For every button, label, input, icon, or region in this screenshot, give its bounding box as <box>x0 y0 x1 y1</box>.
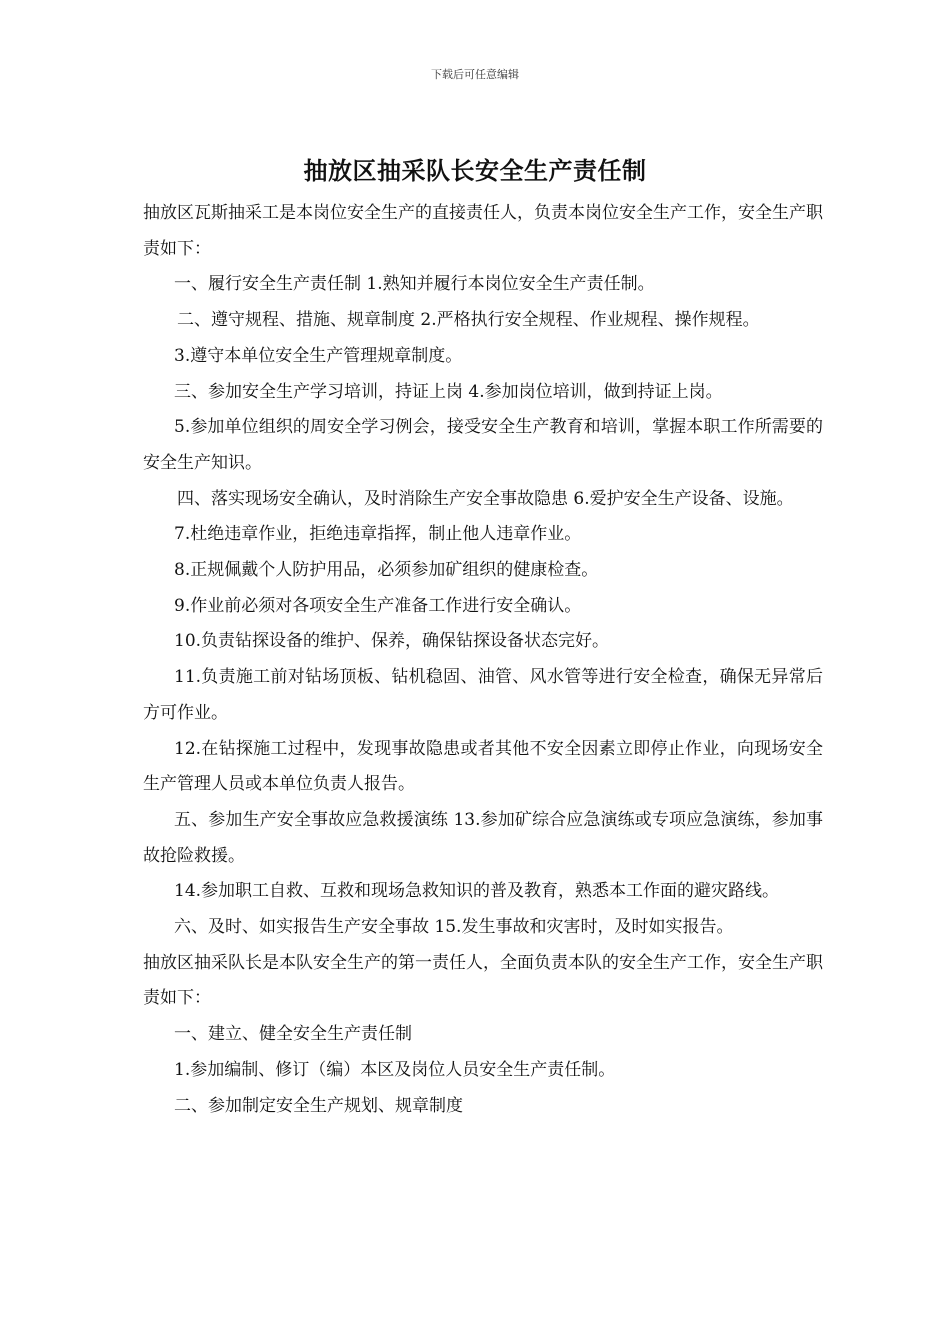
paragraph: 7.杜绝违章作业，拒绝违章指挥，制止他人违章作业。 <box>174 524 582 545</box>
paragraph: 二、参加制定安全生产规划、规章制度 <box>174 1095 463 1116</box>
paragraph: 5.参加单位组织的周安全学习例会，接受安全生产教育和培训，掌握本职工作所需要的安全生产知识。 <box>143 417 823 473</box>
paragraph: 五、参加生产安全事故应急救援演练 13.参加矿综合应急演练或专项应急演练，参加事故抢险救援。 <box>143 809 823 866</box>
header-note: 下载后可任意编辑 <box>431 68 519 81</box>
paragraph: 1.参加编制、修订（编）本区及岗位人员安全生产责任制。 <box>174 1059 616 1080</box>
document-body <box>143 196 823 1124</box>
paragraph: 9.作业前必须对各项安全生产准备工作进行安全确认。 <box>174 595 582 616</box>
paragraph: 四、落实现场安全确认，及时消除生产安全事故隐患 6.爱护安全生产设备、设施。 <box>177 488 794 509</box>
paragraph: 11.负责施工前对钻场顶板、钻机稳固、油管、风水管等进行安全检查，确保无异常后方可作业。 <box>143 667 823 723</box>
paragraph: 12.在钻探施工过程中，发现事故隐患或者其他不安全因素立即停止作业，向现场安全生产管理人员或本单位负责人报告。 <box>143 738 823 795</box>
paragraph: 三、参加安全生产学习培训，持证上岗 4.参加岗位培训，做到持证上岗。 <box>174 381 723 402</box>
paragraph: 二、遵守规程、措施、规章制度 2.严格执行安全规程、作业规程、操作规程。 <box>177 310 760 331</box>
paragraph: 六、及时、如实报告生产安全事故 15.发生事故和灾害时，及时如实报告。 <box>174 917 734 938</box>
paragraph: 抽放区瓦斯抽采工是本岗位安全生产的直接责任人，负责本岗位安全生产工作，安全生产职责如下： <box>143 203 823 259</box>
paragraph: 14.参加职工自救、互救和现场急救知识的普及教育，熟悉本工作面的避灾路线。 <box>174 881 780 902</box>
paragraph: 10.负责钻探设备的维护、保养，确保钻探设备状态完好。 <box>174 631 610 652</box>
paragraph: 抽放区抽采队长是本队安全生产的第一责任人，全面负责本队的安全生产工作，安全生产职责如下： <box>143 952 823 1009</box>
document-title: 抽放区抽采队长安全生产责任制 <box>303 157 647 185</box>
paragraph: 一、履行安全生产责任制 1.熟知并履行本岗位安全生产责任制。 <box>174 274 655 295</box>
paragraph: 8.正规佩戴个人防护用品，必须参加矿组织的健康检查。 <box>174 560 599 581</box>
paragraph: 一、建立、健全安全生产责任制 <box>174 1024 412 1045</box>
paragraph: 3.遵守本单位安全生产管理规章制度。 <box>174 345 463 366</box>
